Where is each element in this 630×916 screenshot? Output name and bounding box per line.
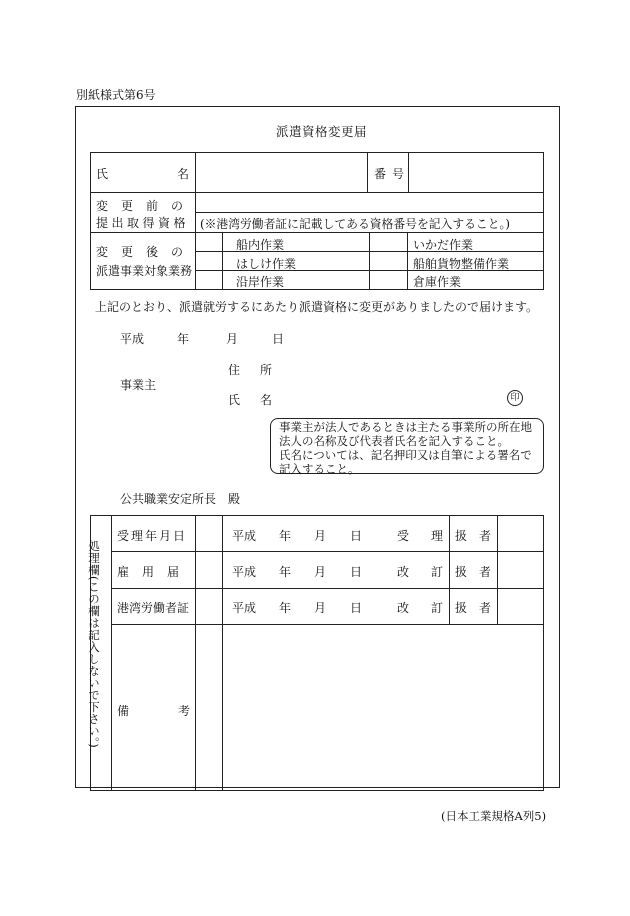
prior-qual-field[interactable] xyxy=(197,194,542,211)
row-year: 年 xyxy=(279,565,292,579)
name-label: 名 xyxy=(177,167,190,181)
prior-qual-label-line2: 提出取得資格 xyxy=(96,216,190,230)
checkbox-senpaku[interactable] xyxy=(371,253,405,269)
note-line: 法人の名称及び代表者氏名を記入すること。 xyxy=(279,434,509,448)
prior-qual-note: (※港湾労働者証に記載してある資格番号を記入すること。) xyxy=(200,217,511,231)
checkbox-ikada[interactable] xyxy=(371,234,405,250)
table-line xyxy=(543,152,544,289)
name-field[interactable] xyxy=(197,154,365,190)
table-line xyxy=(90,790,544,791)
row-handler: 扱者 xyxy=(455,529,504,543)
table-line xyxy=(111,588,544,589)
post-work-label-line1: 変更後の xyxy=(96,245,197,259)
table-line xyxy=(90,289,544,290)
address-label-1: 住 xyxy=(228,363,241,377)
row-status: 改訂 xyxy=(397,565,466,579)
owner-name-label-2: 名 xyxy=(260,393,273,407)
table-line xyxy=(111,551,544,552)
row-year: 年 xyxy=(279,529,292,543)
remarks-field[interactable] xyxy=(224,626,541,788)
date-month: 月 xyxy=(226,332,239,346)
number-field[interactable] xyxy=(410,154,541,190)
row-month: 月 xyxy=(314,601,327,615)
footer-standard: (日本工業規格A列5) xyxy=(441,809,547,823)
addressee: 公共職業安定所長 殿 xyxy=(120,492,241,506)
table-line xyxy=(90,152,544,153)
row-handler: 扱者 xyxy=(455,601,504,615)
statement-text: 上記のとおり、派遣就労するにあたり派遣資格に変更がありましたので届けます。 xyxy=(95,300,539,314)
note-line: 事業主が法人であるときは主たる事業所の所在地 xyxy=(279,420,532,434)
remarks-label-1: 備 xyxy=(117,704,130,718)
table-line xyxy=(369,232,370,289)
work-item: 船舶貨物整備作業 xyxy=(413,257,510,271)
form-title: 派遣資格変更届 xyxy=(276,124,368,139)
table-line xyxy=(90,192,544,193)
prior-qual-label-line1: 変更前の xyxy=(96,199,197,213)
table-line xyxy=(111,624,544,625)
prior-qual-label xyxy=(96,197,197,214)
remarks-label-2: 考 xyxy=(178,704,191,718)
row-handler: 扱者 xyxy=(455,565,504,579)
checkbox-funai[interactable] xyxy=(197,234,221,250)
checkbox-engan[interactable] xyxy=(197,272,221,288)
address-label-2: 所 xyxy=(260,363,273,377)
post-work-label-line2: 派遣事業対象業務 xyxy=(96,264,193,278)
processing-row-label: 港湾労働者証 xyxy=(117,601,190,615)
processing-row-label: 雇用届 xyxy=(117,565,193,579)
row-era: 平成 xyxy=(232,529,257,543)
row-day: 日 xyxy=(350,601,363,615)
owner-name-label-1: 氏 xyxy=(228,393,241,407)
table-line xyxy=(90,152,91,289)
table-line xyxy=(367,152,368,192)
checkbox-souko[interactable] xyxy=(371,272,405,288)
number-label: 番号 xyxy=(374,167,411,181)
work-item: はしけ作業 xyxy=(236,257,297,271)
processing-row-label: 受理年月日 xyxy=(117,529,188,543)
row-day: 日 xyxy=(350,565,363,579)
row-month: 月 xyxy=(314,529,327,543)
row-era: 平成 xyxy=(232,601,257,615)
row-year: 年 xyxy=(279,601,292,615)
table-line xyxy=(195,515,196,790)
row-day: 日 xyxy=(350,529,363,543)
employer-label: 事業主 xyxy=(120,378,157,392)
table-line xyxy=(90,515,544,516)
work-item: いかだ作業 xyxy=(413,238,474,252)
table-line xyxy=(195,152,196,289)
table-line xyxy=(195,212,544,213)
table-line xyxy=(407,232,408,289)
row-month: 月 xyxy=(314,565,327,579)
table-line xyxy=(222,232,223,289)
table-line xyxy=(90,232,544,233)
processing-side-label: 処理欄(この欄は記入しないで下さい。) xyxy=(87,540,101,749)
name-label: 氏 xyxy=(96,167,109,181)
date-year: 年 xyxy=(177,332,190,346)
date-day: 日 xyxy=(272,332,285,346)
note-line: 記入すること。 xyxy=(279,462,360,476)
work-item: 倉庫作業 xyxy=(413,275,462,289)
table-line xyxy=(543,515,544,790)
checkbox-hashike[interactable] xyxy=(197,253,221,269)
work-item: 船内作業 xyxy=(236,238,285,252)
table-line xyxy=(222,515,223,790)
row-status: 受理 xyxy=(397,529,466,543)
work-item: 沿岸作業 xyxy=(236,275,285,289)
table-line xyxy=(111,515,112,790)
row-era: 平成 xyxy=(232,565,257,579)
form-number: 別紙様式第6号 xyxy=(76,88,156,102)
note-line: 氏名については、記名押印又は自筆による署名で xyxy=(279,448,532,462)
seal-mark: 印 xyxy=(507,390,523,406)
row-status: 改訂 xyxy=(397,601,466,615)
date-era: 平成 xyxy=(120,332,145,346)
